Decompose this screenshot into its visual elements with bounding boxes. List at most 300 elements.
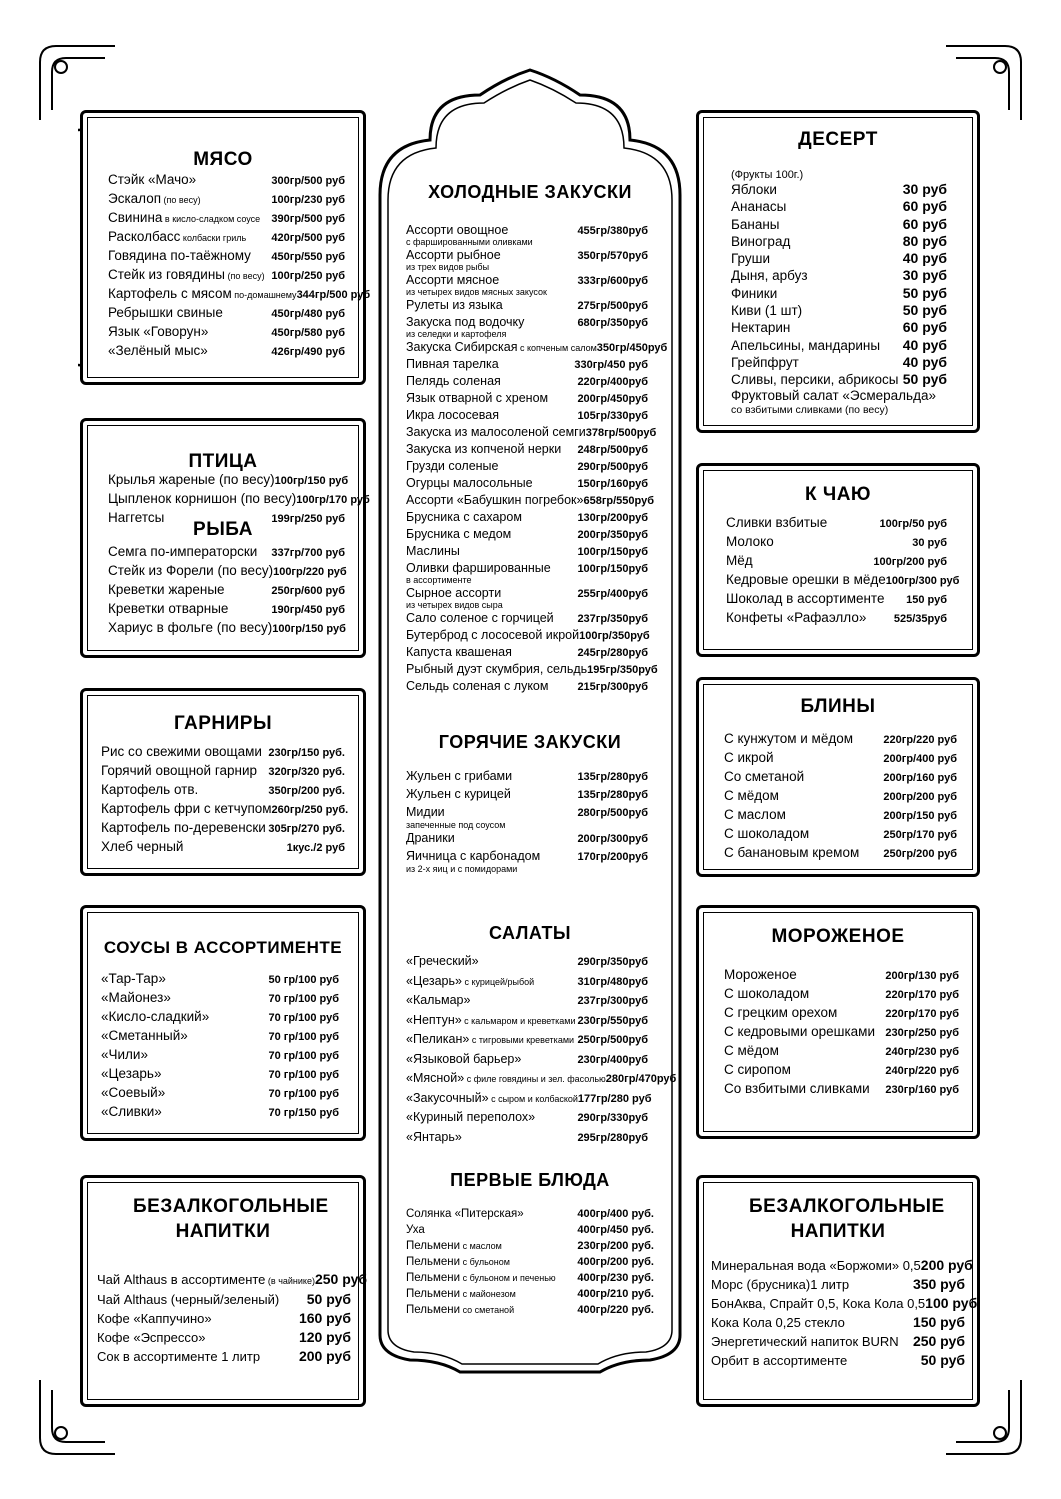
sauces-section	[80, 905, 366, 1141]
item-name-group	[101, 1065, 161, 1082]
item-name: Пелядь соленая	[406, 374, 501, 388]
item-price: 120 руб	[298, 1329, 351, 1345]
item-price: 237гр/300руб	[577, 995, 648, 1007]
item-name: Апельсины, мандарины	[731, 337, 881, 353]
item-name-group	[406, 678, 548, 694]
item-price: 200гр/350руб	[577, 529, 648, 541]
menu-item	[724, 844, 957, 863]
item-name: Свинина	[108, 210, 163, 225]
menu-item	[406, 610, 648, 627]
menu-item	[406, 407, 648, 424]
item-note: с кальмаром и креветками	[461, 1015, 576, 1026]
item-name-group	[101, 1046, 148, 1063]
item-name: С маслом	[724, 807, 786, 822]
item-name-group	[108, 342, 208, 359]
item-name: Горячий овощной гарнир	[101, 763, 257, 778]
item-price: 237гр/350руб	[577, 613, 648, 625]
item-name-group	[101, 989, 171, 1006]
item-name-group	[724, 844, 859, 861]
item-name-group	[406, 1254, 510, 1270]
item-price: 100гр/200 руб	[873, 556, 947, 568]
item-note: с бульоном	[460, 1257, 510, 1267]
item-name-group	[731, 216, 780, 233]
item-name-group	[731, 319, 790, 336]
item-note: с майонезом	[460, 1289, 516, 1299]
item-name: Огурцы малосольные	[406, 476, 533, 490]
item-name: Стейк из Форели (по весу)	[108, 563, 274, 578]
menu-item	[406, 458, 648, 475]
item-price: 200гр/160 руб	[883, 772, 957, 784]
item-price: 105гр/330руб	[577, 410, 648, 422]
item-name: «Майонез»	[101, 990, 171, 1005]
menu-item	[108, 471, 349, 490]
item-name-group	[406, 1108, 535, 1127]
item-name: Драники	[406, 831, 455, 845]
item-price: 230гр/250 руб	[885, 1027, 959, 1039]
menu-item	[101, 1008, 339, 1027]
item-price: 230гр/150 руб.	[268, 747, 345, 759]
item-name: Кофе «Каппучино»	[97, 1311, 212, 1326]
item-price: 177гр/280 руб	[577, 1092, 652, 1105]
item-price: 70 гр/100 руб	[268, 1012, 339, 1024]
item-name: Сливы, персики, абрикосы	[731, 372, 899, 388]
menu-item	[724, 985, 959, 1004]
item-price: 245гр/280руб	[577, 647, 648, 659]
menu-item	[406, 1302, 654, 1318]
item-note: колбаски гриль	[180, 233, 247, 243]
item-name: Минеральная вода «Боржоми» 0,5	[711, 1258, 921, 1273]
item-name: Картофель отв.	[101, 782, 199, 797]
item-name-group	[726, 533, 774, 550]
item-name-group	[406, 441, 561, 457]
item-name-group	[724, 806, 786, 823]
item-price: 50 руб	[902, 302, 947, 319]
item-name-group	[406, 1302, 514, 1318]
item-name: БонАква, Спрайт 0,5, Кока Кола 0,5	[711, 1296, 926, 1311]
item-name: Креветки отварные	[108, 601, 229, 616]
menu-item	[108, 228, 345, 247]
item-price: 200гр/300руб	[577, 833, 648, 845]
menu-item	[724, 1042, 959, 1061]
menu-item	[731, 233, 947, 250]
item-name: «Янтарь»	[406, 1129, 462, 1144]
pancakes-title: БЛИНЫ	[800, 696, 876, 717]
item-name-group	[406, 848, 540, 865]
item-name: Орбит в ассортименте	[711, 1353, 848, 1368]
menu-item	[406, 1128, 648, 1148]
menu-item	[724, 1061, 959, 1080]
menu-item	[108, 562, 345, 581]
item-price: 250гр/170 руб	[883, 829, 957, 841]
item-name-group	[406, 952, 479, 971]
menu-item	[108, 543, 345, 562]
item-price: 215гр/300руб	[577, 681, 648, 693]
item-name-group	[406, 1089, 578, 1109]
menu-item	[711, 1313, 965, 1332]
menu-item	[731, 267, 947, 284]
item-name: Сало соленое с горчицей	[406, 611, 554, 625]
item-note: с тигровыми креветками	[469, 1035, 575, 1045]
item-name-group	[108, 323, 208, 340]
item-name-group	[406, 526, 511, 542]
item-name-group	[731, 181, 777, 198]
menu-item	[108, 600, 345, 619]
item-name: С сиропом	[724, 1062, 791, 1077]
pancakes-list	[724, 730, 957, 863]
item-name-group	[406, 272, 499, 288]
item-note: в кисло-сладком соусе	[162, 214, 261, 224]
item-price: 305гр/270 руб.	[268, 823, 345, 835]
item-price: 100гр/350руб	[579, 630, 650, 642]
item-name: С грецким орехом	[724, 1005, 838, 1020]
item-price: 280гр/500руб	[577, 807, 648, 819]
menu-item	[406, 390, 648, 407]
menu-item	[101, 819, 345, 838]
item-price: 390гр/500 руб	[271, 213, 345, 225]
item-name-group	[406, 972, 534, 992]
item-name-group	[406, 1030, 574, 1050]
item-price: 350гр/450руб	[596, 342, 668, 354]
item-name-group	[101, 819, 266, 836]
menu-item	[724, 1023, 959, 1042]
menu-item	[406, 1108, 648, 1128]
item-subtitle: в ассортименте	[406, 575, 472, 585]
item-price: 100гр/230 руб	[271, 194, 345, 206]
item-price: 310гр/480руб	[577, 975, 648, 988]
item-name: Чай Althaus в ассортименте	[97, 1272, 266, 1287]
item-name: Бутерброд с лососевой икрой	[406, 628, 580, 642]
item-name: Пельмени	[406, 1288, 461, 1300]
item-name: Яблоки	[731, 182, 777, 197]
item-name-group	[101, 1103, 162, 1120]
item-name: Оливки фаршированные	[406, 561, 551, 575]
item-name: Энергетический напиток BURN	[711, 1334, 899, 1349]
item-price: 100гр/150 руб	[272, 623, 346, 635]
item-name-group	[731, 198, 786, 215]
menu-item	[406, 356, 648, 373]
menu-item	[108, 490, 370, 509]
item-name: Расколбасс	[108, 229, 181, 244]
item-price: 240гр/230 руб	[885, 1046, 959, 1058]
item-price: 320гр/320 руб.	[268, 766, 345, 778]
item-name: Маслины	[406, 544, 460, 558]
item-name-group	[101, 1084, 165, 1101]
item-name: Стейк из говядины	[108, 267, 226, 282]
menu-item	[101, 838, 345, 857]
menu-item	[108, 304, 345, 323]
menu-item	[108, 171, 345, 190]
drinks-right-list	[711, 1256, 978, 1370]
menu-item	[406, 991, 648, 1011]
item-name-group	[406, 560, 551, 576]
item-price: 350гр/200 руб.	[268, 785, 345, 797]
menu-item	[97, 1309, 351, 1328]
item-name-group	[101, 1027, 188, 1044]
item-name-group	[406, 247, 501, 263]
menu-item	[724, 1004, 959, 1023]
item-price: 280гр/470руб	[605, 1073, 677, 1085]
item-name: Ассорти рыбное	[406, 248, 501, 262]
menu-item	[406, 1206, 654, 1222]
item-name: Сливки взбитые	[726, 515, 828, 530]
item-name: «Сметанный»	[101, 1028, 188, 1043]
item-price: 1кус./2 руб	[286, 842, 345, 854]
item-name-group	[731, 302, 802, 319]
item-name: «Греческий»	[406, 954, 479, 968]
item-price: 230гр/400руб	[577, 1053, 648, 1066]
menu-item	[406, 1238, 654, 1254]
item-name-group	[724, 749, 774, 766]
item-name: «Нептун»	[406, 1012, 462, 1027]
item-name: «Пеликан»	[406, 1032, 470, 1046]
item-price: 250гр/200 руб	[883, 848, 957, 860]
menu-item	[406, 1286, 654, 1302]
item-price: 250гр/600 руб	[271, 585, 345, 597]
item-price: 200гр/150 руб	[883, 810, 957, 822]
item-name: Стэйк «Мачо»	[108, 172, 197, 187]
item-name: С шоколадом	[724, 986, 810, 1001]
item-price: 248гр/500руб	[577, 444, 648, 456]
menu-item	[731, 302, 947, 319]
item-note: (по весу)	[225, 271, 265, 281]
item-name-group	[97, 1329, 206, 1347]
item-price: 400гр/230 руб.	[577, 1272, 654, 1284]
item-name: Грейпфрут	[731, 354, 799, 370]
item-name: Жульен с грибами	[406, 769, 513, 783]
item-price: 344гр/500 руб	[296, 289, 371, 301]
item-name: С кунжутом и мёдом	[724, 731, 854, 746]
menu-item	[711, 1256, 973, 1275]
menu-item	[108, 619, 345, 638]
item-name-group	[724, 1080, 870, 1097]
meat-title: МЯСО	[193, 149, 253, 170]
item-name: «Цезарь»	[406, 973, 462, 988]
menu-item	[406, 1089, 652, 1109]
menu-item	[726, 514, 947, 533]
menu-item	[724, 768, 957, 787]
item-name: Нектарин	[731, 320, 791, 336]
fish-list	[108, 543, 345, 638]
item-name: Закуска из копченой нерки	[406, 442, 562, 456]
dessert-list	[731, 181, 947, 389]
item-name: С кедровыми орешками	[724, 1024, 875, 1039]
tea-list	[726, 514, 960, 628]
item-price: 400гр/220 руб.	[577, 1304, 654, 1316]
item-name-group	[108, 471, 275, 488]
item-name-group	[406, 768, 512, 785]
drinks-right-title: БЕЗАЛКОГОЛЬНЫЕ НАПИТКИ	[749, 1196, 945, 1242]
item-name-group	[406, 543, 460, 559]
item-name: Рис со свежими овощами	[101, 744, 262, 759]
menu-item	[406, 830, 648, 848]
item-name-group	[406, 610, 554, 626]
item-price: 378гр/500руб	[585, 427, 657, 439]
item-price: 50 руб	[920, 1352, 965, 1368]
item-price: 330гр/450 руб	[574, 359, 648, 371]
icecream-section	[696, 905, 980, 1139]
menu-item	[108, 323, 345, 342]
menu-item	[711, 1332, 965, 1351]
drinks-right-section	[696, 1175, 980, 1407]
item-name-group	[406, 1011, 576, 1031]
item-name: Рыбный дуэт скумбрия, сельдь	[406, 662, 588, 676]
item-name: Ребрышки свиные	[108, 305, 223, 320]
item-name: Ассорти мясное	[406, 273, 500, 287]
menu-item	[406, 627, 648, 644]
menu-item	[406, 339, 668, 356]
item-name: Бананы	[731, 216, 780, 232]
menu-item	[406, 543, 648, 560]
item-price: 130гр/200руб	[577, 512, 648, 524]
item-name-group	[406, 1238, 502, 1254]
item-price: 70 гр/100 руб	[268, 1069, 339, 1081]
item-price: 400гр/400 руб.	[577, 1208, 654, 1220]
item-price: 170гр/200руб	[577, 851, 648, 863]
menu-item	[726, 609, 947, 628]
item-name: Жульен с курицей	[406, 787, 511, 801]
item-name-group	[724, 768, 804, 785]
item-price: 150 руб	[906, 594, 947, 606]
item-price: 450гр/480 руб	[271, 308, 345, 320]
item-name-group	[406, 297, 503, 313]
menu-item	[97, 1347, 351, 1366]
item-name-group	[724, 1023, 875, 1040]
item-name-group	[108, 228, 246, 247]
item-price: 400гр/210 руб.	[577, 1288, 654, 1300]
drinks-left-title: БЕЗАЛКОГОЛЬНЫЕ НАПИТКИ	[133, 1196, 329, 1242]
item-price: 230гр/200 руб.	[577, 1240, 654, 1252]
item-name-group	[731, 354, 799, 371]
item-name: Язык отварной с хреном	[406, 391, 549, 405]
item-name-group	[406, 222, 508, 238]
menu-item	[101, 1084, 339, 1103]
item-name-group	[406, 458, 499, 474]
item-price: 525/35руб	[893, 613, 947, 625]
item-name-group	[406, 1206, 524, 1222]
item-note: (в чайнике)	[265, 1276, 315, 1286]
menu-item	[108, 190, 345, 209]
item-name: Кофе «Эспрессо»	[97, 1330, 206, 1345]
menu-item	[101, 800, 349, 819]
item-price: 50 руб	[902, 371, 947, 388]
menu-item	[101, 989, 339, 1008]
item-name: Пельмени	[406, 1256, 461, 1268]
menu-item	[731, 216, 947, 233]
item-name-group	[731, 371, 898, 388]
menu-item	[406, 952, 648, 972]
item-name-group	[101, 838, 183, 855]
item-price: 150 руб	[912, 1314, 965, 1330]
menu-item	[406, 644, 648, 661]
item-price: 199гр/250 руб	[271, 513, 345, 525]
menu-item	[406, 475, 648, 492]
menu-item	[97, 1270, 368, 1290]
menu-item	[101, 970, 339, 989]
item-name: Говядина по-таёжному	[108, 248, 251, 263]
item-price: 290гр/500руб	[577, 461, 648, 473]
item-price: 230гр/550руб	[577, 1014, 648, 1027]
menu-item	[406, 786, 648, 804]
item-price: 658гр/550руб	[583, 495, 655, 507]
menu-item	[97, 1290, 351, 1309]
item-name: Язык «Говорун»	[108, 324, 209, 339]
menu-item	[724, 787, 957, 806]
item-name: Закуска Сибирская	[406, 340, 518, 354]
item-price: 60 руб	[902, 319, 947, 336]
menu-item	[724, 966, 959, 985]
item-name-group	[101, 762, 257, 779]
item-price: 40 руб	[902, 250, 947, 267]
item-price: 275гр/500руб	[577, 300, 648, 312]
item-name-group	[406, 786, 511, 803]
item-name: «Зелёный мыс»	[108, 343, 208, 358]
item-price: 100гр/250 руб	[271, 270, 345, 282]
item-name: Цыпленок корнишон (по весу)	[108, 491, 297, 506]
item-name-group	[406, 424, 586, 440]
item-name: «Тар-Тар»	[101, 971, 166, 986]
item-name: Ассорти «Бабушкин погребок»	[406, 493, 584, 507]
item-name: Конфеты «Рафаэлло»	[726, 610, 867, 625]
item-name-group	[108, 171, 196, 188]
item-price: 100гр/150 руб	[274, 475, 349, 487]
cold-title: ХОЛОДНЫЕ ЗАКУСКИ	[428, 182, 632, 202]
menu-item	[406, 1222, 654, 1238]
item-name-group	[406, 492, 583, 508]
item-name: Пельмени	[406, 1304, 461, 1316]
item-price: 60 руб	[902, 215, 947, 232]
menu-item	[406, 297, 648, 314]
item-name-group	[711, 1257, 921, 1275]
menu-item	[101, 1065, 339, 1084]
item-name: Виноград	[731, 233, 791, 249]
item-subtitle: из селедки и картофеля	[406, 329, 507, 339]
menu-item	[711, 1351, 965, 1370]
item-name: Семга по-императорски	[108, 544, 258, 559]
item-name-group	[726, 609, 866, 626]
item-name-group	[406, 1270, 556, 1286]
item-subtitle: из 2-х яиц и с помидорами	[406, 864, 518, 874]
item-price: 60 руб	[902, 198, 947, 215]
item-price: 295гр/280руб	[577, 1131, 648, 1144]
item-name-group	[406, 627, 579, 643]
item-subtitle: из трех видов рыбы	[406, 262, 490, 272]
item-name: Пельмени	[406, 1272, 461, 1284]
item-price: 220гр/170 руб	[885, 1008, 959, 1020]
item-name: «Кальмар»	[406, 993, 471, 1007]
item-name-group	[108, 209, 260, 228]
item-name: Брусника с медом	[406, 527, 512, 541]
item-name: «Цезарь»	[101, 1066, 162, 1081]
item-name-group	[724, 787, 779, 804]
item-name: С банановым кремом	[724, 845, 860, 860]
item-name: Чай Althaus (черный/зеленый)	[97, 1292, 280, 1307]
poultry-title: ПТИЦА	[188, 451, 258, 472]
item-name-group	[406, 1069, 606, 1089]
item-name: «Мясной»	[406, 1071, 465, 1085]
item-name-group	[711, 1276, 849, 1294]
item-name: Картофель фри с кетчупом	[101, 801, 272, 816]
item-price: 50 руб	[902, 284, 947, 301]
item-name-group	[724, 1061, 791, 1078]
dessert-extra-name: Фруктовый салат «Эсмеральда»	[731, 388, 936, 403]
item-price: 420гр/500 руб	[271, 232, 345, 244]
item-name-group	[406, 830, 455, 847]
item-name-group	[108, 247, 251, 264]
item-price: 290гр/350руб	[577, 956, 648, 968]
soups-list	[406, 1206, 654, 1318]
item-price: 200гр/450руб	[577, 393, 648, 405]
menu-item	[97, 1328, 351, 1347]
